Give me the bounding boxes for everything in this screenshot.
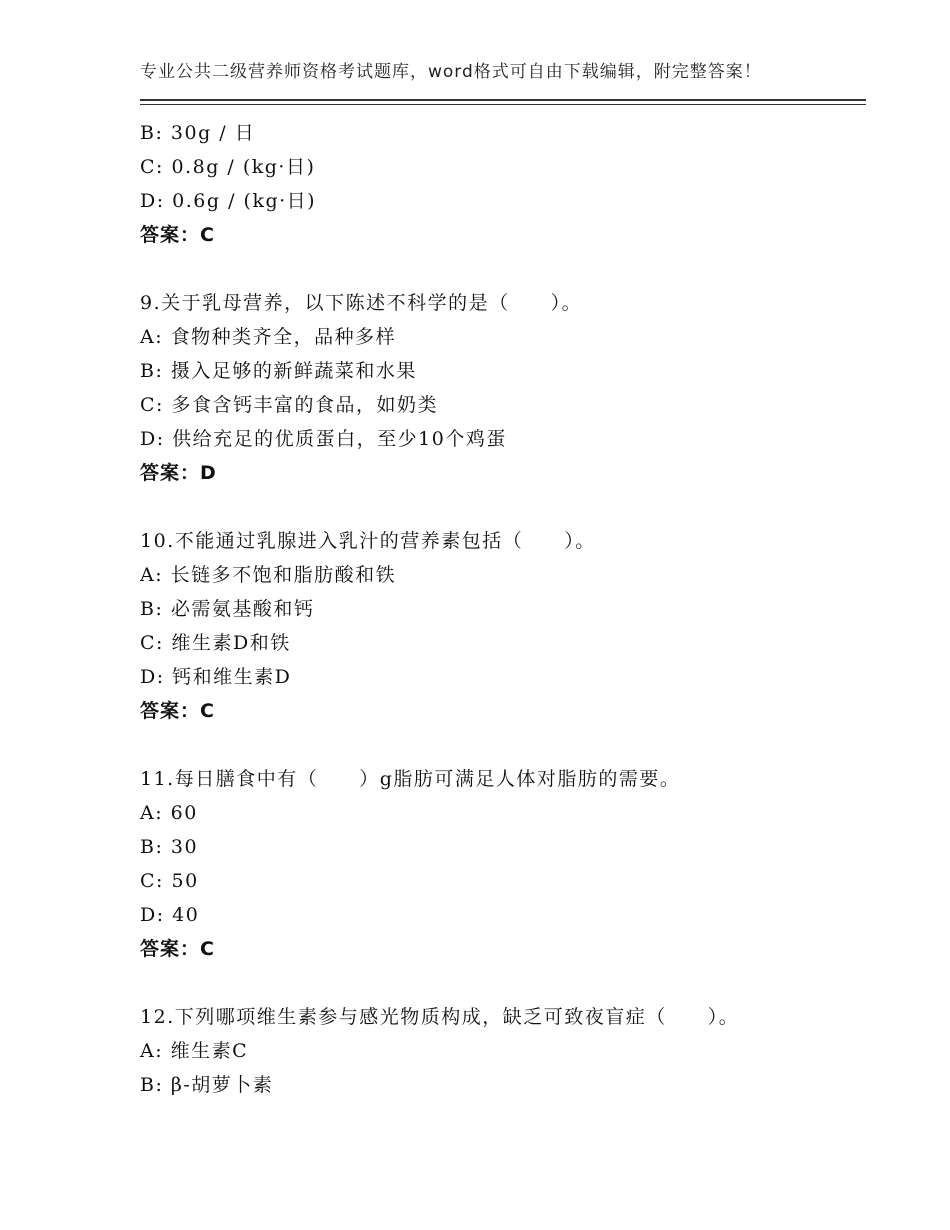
answer-label: 答案：C: [140, 938, 215, 960]
answer-label: 答案：D: [140, 462, 217, 484]
option-c: C: 0.8g / (kg·日): [140, 156, 316, 178]
option-b: B: 30: [140, 836, 199, 858]
header-rule-thick: [140, 99, 866, 101]
option-b: B: 摄入足够的新鲜蔬菜和水果: [140, 360, 417, 382]
option-a: A: 食物种类齐全，品种多样: [140, 326, 397, 348]
option-b: B: 30g / 日: [140, 122, 256, 144]
option-c: C: 维生素D和铁: [140, 632, 291, 654]
answer-label: 答案：C: [140, 224, 215, 246]
question-stem: 9.关于乳母营养，以下陈述不科学的是（ ）。: [140, 292, 583, 314]
question-stem: 10.不能通过乳腺进入乳汁的营养素包括（ ）。: [140, 530, 596, 552]
option-a: A: 60: [140, 802, 198, 824]
option-c: C: 50: [140, 870, 199, 892]
option-a: A: 长链多不饱和脂肪酸和铁: [140, 564, 397, 586]
document-header: 专业公共二级营养师资格考试题库，word格式可自由下载编辑，附完整答案！: [140, 62, 762, 82]
option-c: C: 多食含钙丰富的食品，如奶类: [140, 394, 438, 416]
question-stem: 12.下列哪项维生素参与感光物质构成，缺乏可致夜盲症（ ）。: [140, 1006, 740, 1028]
question-list: [140, 116, 866, 1102]
option-d: D: 40: [140, 904, 200, 926]
option-d: D: 钙和维生素D: [140, 666, 292, 688]
option-b: B: 必需氨基酸和钙: [140, 598, 315, 620]
option-b: B: β-胡萝卜素: [140, 1074, 274, 1096]
option-d: D: 0.6g / (kg·日): [140, 190, 317, 212]
option-a: A: 维生素C: [140, 1040, 249, 1062]
question-stem: 11.每日膳食中有（ ）g脂肪可满足人体对脂肪的需要。: [140, 768, 681, 790]
header-rule-thin: [140, 104, 866, 105]
option-d: D: 供给充足的优质蛋白，至少10个鸡蛋: [140, 428, 507, 450]
answer-label: 答案：C: [140, 700, 215, 722]
